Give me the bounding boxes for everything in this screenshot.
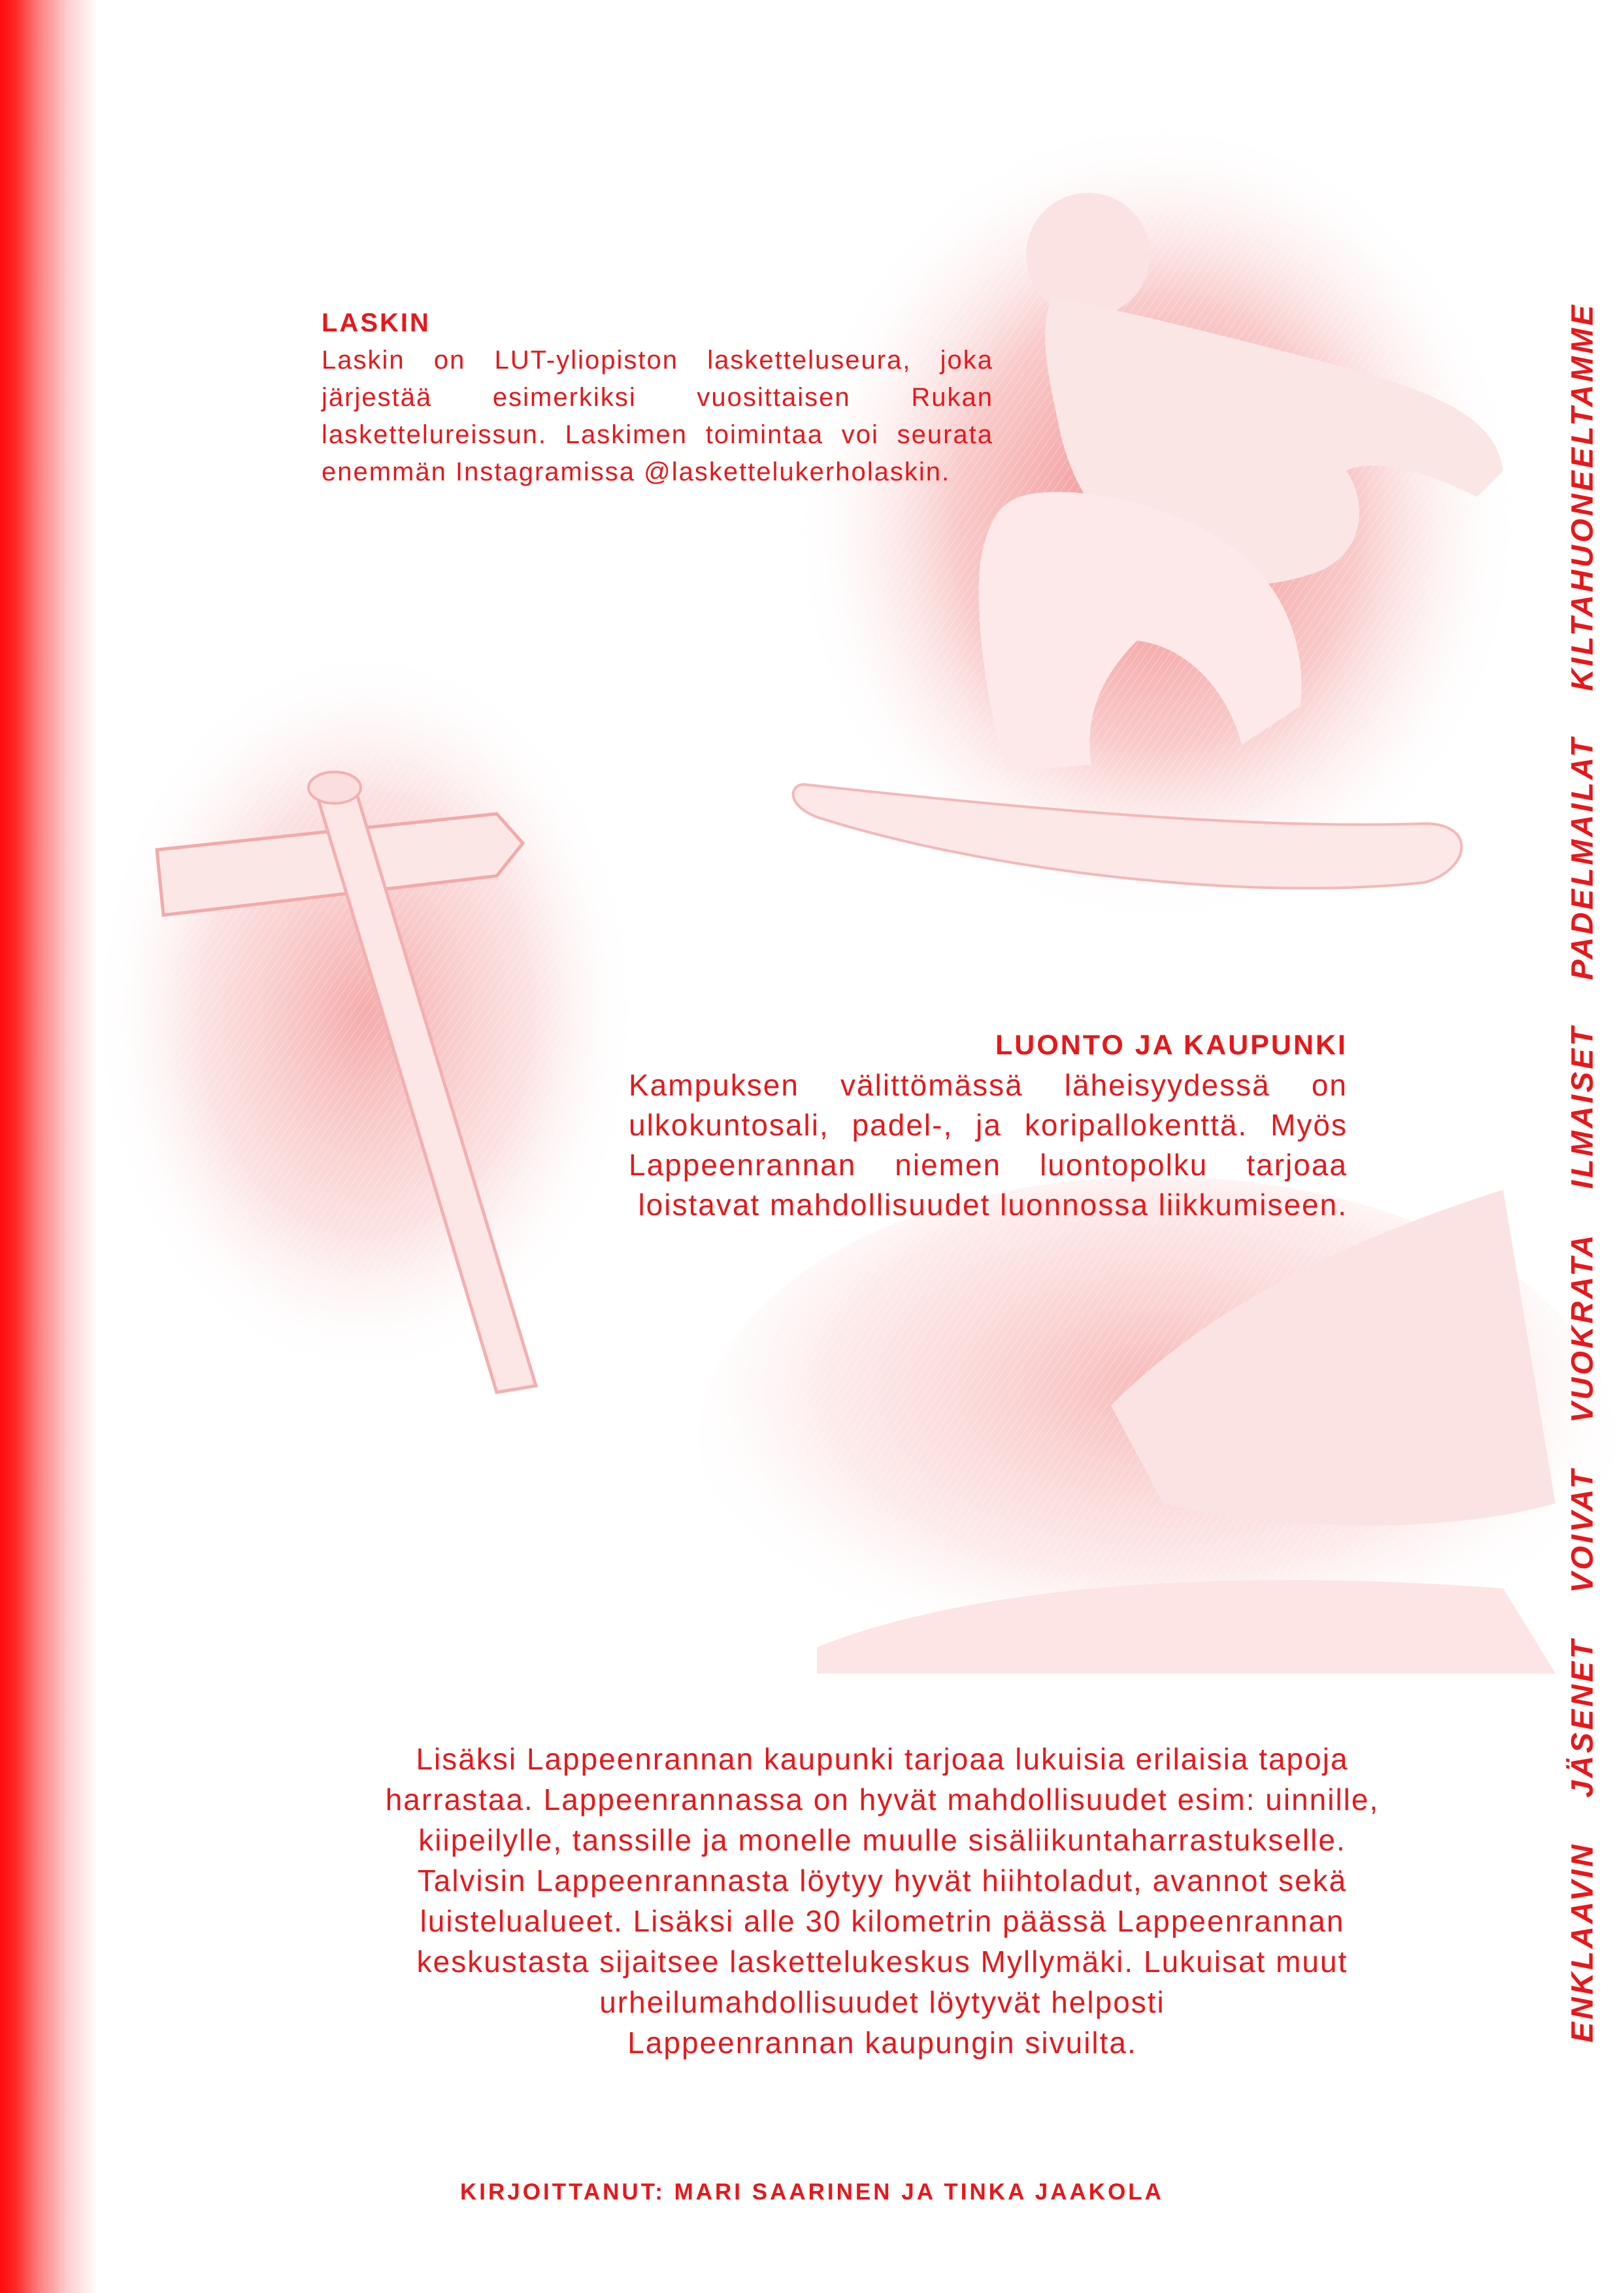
author-credit: KIRJOITTANUT: MARI SAARINEN JA TINKA JAAKOLA xyxy=(460,2179,1164,2205)
lisaksi-line: keskustasta sijaitsee laskettelukeskus Myllymäki. Lukuisat muut xyxy=(416,1945,1348,1979)
lisaksi-line: urheilumahdollisuudet löytyvät helposti xyxy=(599,1985,1165,2019)
luonto-heading: LUONTO JA KAUPUNKI xyxy=(995,1029,1348,1061)
lisaksi-line: Lisäksi Lappeenrannan kaupunki tarjoaa lukuisia erilaisia tapoja xyxy=(416,1742,1349,1776)
lisaksi-line: luistelualueet. Lisäksi alle 30 kilometrin päässä Lappeenrannan xyxy=(420,1904,1345,1938)
vertical-side-text: ENKLAAVIN JÄSENET VOIVAT VUOKRATA ILMAISET PADELMAILAT KILTAHUONEELTAMME xyxy=(1565,302,1599,2043)
luonto-body: Kampuksen välittömässä läheisyydessä on ulkokuntosali, padel-, ja koripallokenttä. Myös Lappeenrannan niemen luontopolku tarjoaa loistavat mahdollisuudet luonnossa liikkumiseen. xyxy=(629,1068,1348,1222)
lisaksi-line: kiipeilylle, tanssille ja monelle muulle sisäliikuntaharrastukselle. xyxy=(418,1823,1346,1857)
lisaksi-line: Talvisin Lappeenrannasta löytyy hyvät hiihtoladut, avannot sekä xyxy=(417,1864,1348,1898)
laskin-body: Laskin on LUT-yliopiston lasketteluseura, joka järjestää esimerkiksi vuosittaisen Rukan laskettelureissun. Laskimen toimintaa voi seurata enemmän Instagramissa @laskettelukerholaskin. xyxy=(322,346,993,486)
snowboarder-illustration xyxy=(791,118,1523,928)
lisaksi-line: harrastaa. Lappeenrannassa on hyvät mahdollisuudet esim: uinnille, xyxy=(385,1783,1380,1816)
lisaksi-line: Lappeenrannan kaupungin sivuilta. xyxy=(627,2026,1137,2060)
luonto-section xyxy=(629,1029,1348,1225)
lisaksi-paragraph xyxy=(281,1739,1483,2063)
signpost-illustration xyxy=(91,647,640,1392)
laskin-section xyxy=(322,309,993,491)
snowy-hill-illustration xyxy=(699,1177,1614,1699)
laskin-heading: LASKIN xyxy=(322,309,431,337)
